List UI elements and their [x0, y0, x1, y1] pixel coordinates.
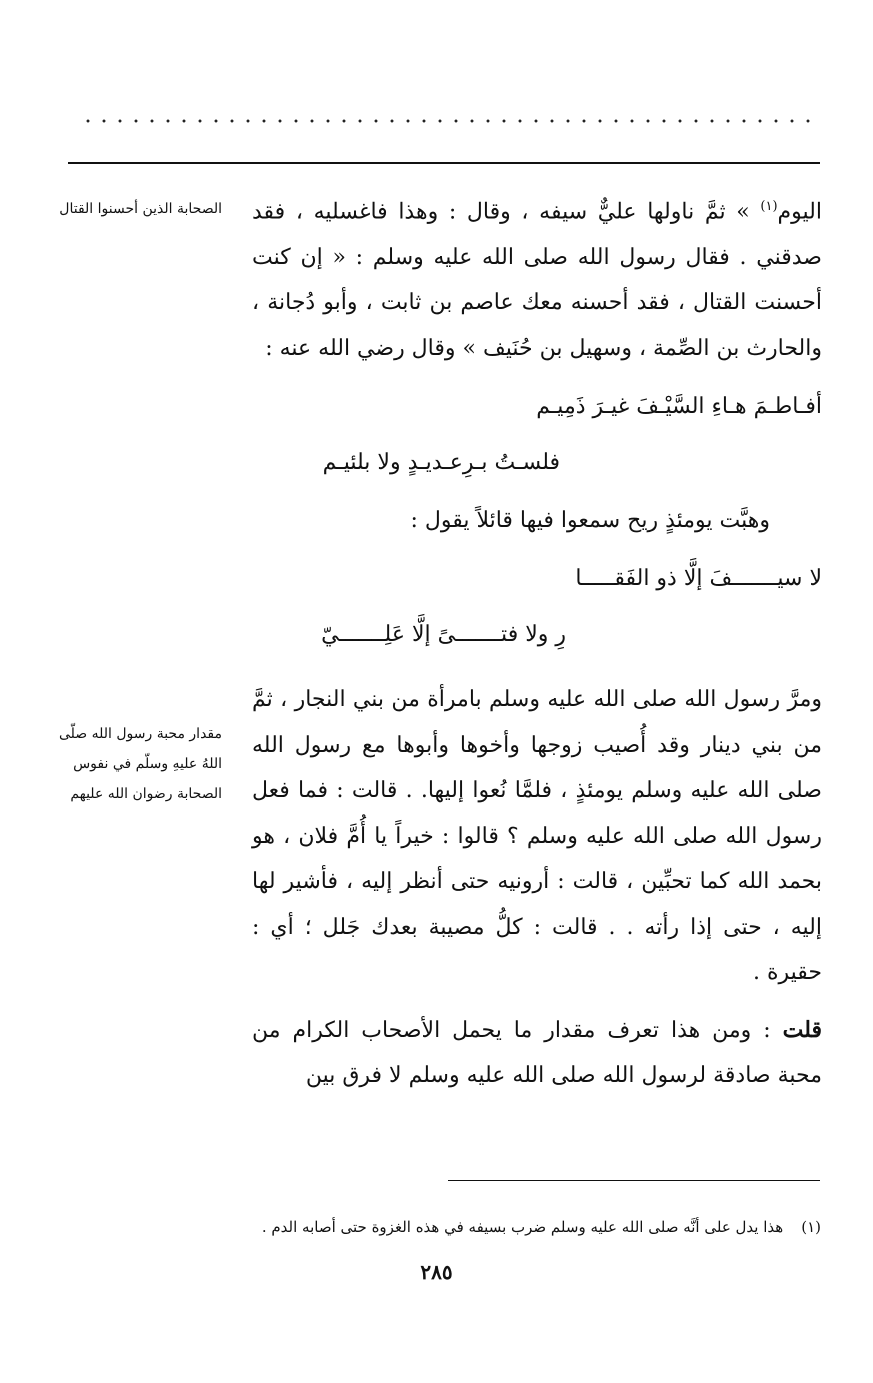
paragraph-3-lead: قلت — [782, 1016, 822, 1043]
paragraph-1-lead: اليوم — [777, 199, 822, 225]
footnote-text: هذا يدل على أنَّه صلى الله عليه وسلم ضرب بسيفه في هذه الغزوة حتى أصابه الدم . — [261, 1218, 784, 1236]
margin-note-1: الصحابة الذين أحسنوا القتال — [59, 201, 222, 217]
paragraph-2: ومرَّ رسول الله صلى الله عليه وسلم بامرأة من بني النجار ، ثمَّ من بني دينار وقد أُصيب زوجها وأخوها وأبوها مع رسول الله صلى الله عليه وسلم يومئذٍ ، فلمَّا نُعوا إليها. . قالت : فما فعل رسول الله صلى الله عليه وسلم ؟ قالوا : خيراً يا أُمَّ فلان ، هو بحمد الله كما تحبِّين ، قالت : أرونيه حتى أنظر إليه ، فأشير لها إليه ، حتى إذا رأته . . قالت : كلُّ مصيبة بعدك جَلل ؛ أي : حقيرة . — [252, 687, 822, 986]
footnote-marker[interactable]: (١) — [760, 199, 778, 214]
header-dotted-rule — [80, 115, 820, 127]
header-rule — [68, 162, 820, 164]
page-number: ٢٨٥ — [420, 1260, 453, 1284]
paragraph-1-text: » ثمَّ ناولها عليٌّ سيفه ، وقال : وهذا فاغسليه ، فقد صدقني . فقال رسول الله صلى الله عليه وسلم : « إن كنت أحسنت القتال ، فقد أحسنه معك عاصم بن ثابت ، وأبو دُجانة ، والحارث بن الصِّمة ، وسهيل بن حُنَيف » وقال رضي الله عنه : — [252, 199, 822, 361]
footnote — [101, 1212, 821, 1242]
footnote-rule — [448, 1180, 820, 1181]
main-text — [252, 184, 822, 1099]
footnote-number: (١) — [801, 1218, 821, 1236]
paragraph-mid: وهبَّت يومئذٍ ريح سمعوا فيها قائلاً يقول : — [410, 508, 770, 534]
margin-note-2: مقدار محبة رسول الله صلّى اللهُ عليهِ وسلّم في نفوس الصحابة رضوان الله عليهم — [58, 726, 222, 802]
verse-2-line-2: رِ ولا فتـــــــىً إلَّا عَلِـــــــيّ — [321, 622, 566, 648]
verse-1-line-1: أفـاطـمَ هـاءِ السَّيْـفَ غيـرَ ذَمِيـم — [536, 394, 822, 420]
paragraph-3 — [252, 1008, 822, 1099]
paragraph-1 — [252, 184, 822, 371]
paragraph-3-text: : ومن هذا تعرف مقدار ما يحمل الأصحاب الكرام من محبة صادقة لرسول الله صلى الله عليه وسلم لا فرق بين — [252, 1017, 822, 1089]
verse-2-line-1: لا سيـــــــفَ إلَّا ذو الفَقـــــا — [575, 566, 822, 592]
verse-1-line-2: فلسـتُ بـرِعـديـدٍ ولا بلئيـم — [322, 450, 560, 476]
